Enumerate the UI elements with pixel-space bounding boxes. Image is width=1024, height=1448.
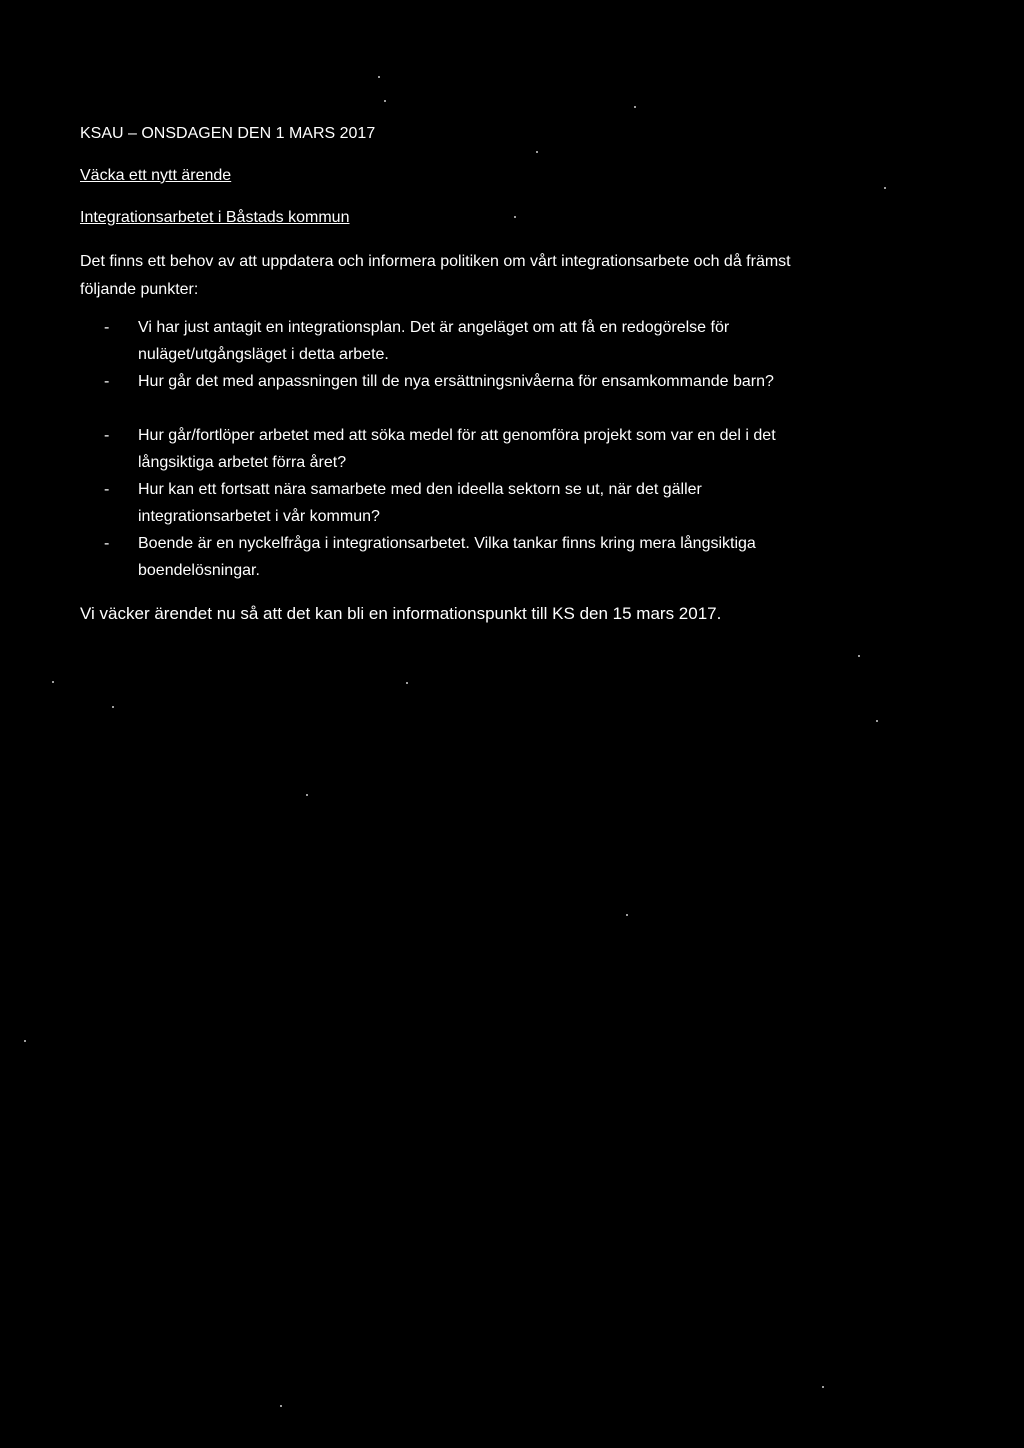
intro-paragraph: Det finns ett behov av att uppdatera och informera politiken om vårt integrationsarbete och då främst följande punkter: xyxy=(80,253,791,298)
bullet-text: Boende är en nyckelfråga i integrationsarbetet. Vilka tankar finns kring mera långsiktiga boendelösningar. xyxy=(138,535,756,579)
list-item xyxy=(100,422,830,476)
scan-speck xyxy=(634,106,636,108)
bullet-marker: - xyxy=(104,481,110,498)
bullet-marker: - xyxy=(104,535,110,552)
scan-speck xyxy=(378,76,380,78)
document-subheading: Väcka ett nytt ärende xyxy=(80,167,232,184)
scan-speck xyxy=(626,914,628,916)
bullet-text: Hur kan ett fortsatt nära samarbete med den ideella sektorn se ut, när det gäller integrationsarbetet i vår kommun? xyxy=(138,481,702,525)
list-item xyxy=(100,530,830,584)
scan-speck xyxy=(536,151,538,153)
scan-speck xyxy=(884,187,886,189)
scan-speck xyxy=(876,720,878,722)
scan-speck xyxy=(24,1040,26,1042)
bullet-marker: - xyxy=(104,319,110,336)
document-header: KSAU – ONSDAGEN DEN 1 MARS 2017 xyxy=(80,125,376,142)
scan-speck xyxy=(858,655,860,657)
bullet-marker: - xyxy=(104,373,110,390)
scan-speck xyxy=(514,216,516,218)
list-item xyxy=(100,314,830,368)
scan-speck xyxy=(306,794,308,796)
scan-speck xyxy=(280,1405,282,1407)
closing-paragraph: Vi väcker ärendet nu så att det kan bli en informationspunkt till KS den 15 mars 2017. xyxy=(80,604,722,623)
bullet-list xyxy=(100,314,830,584)
bullet-text: Hur går/fortlöper arbetet med att söka medel för att genomföra projekt som var en del i det långsiktiga arbetet förra året? xyxy=(138,427,776,471)
list-item xyxy=(100,368,830,422)
scan-speck xyxy=(406,682,408,684)
bullet-text: Vi har just antagit en integrationsplan. Det är angeläget om att få en redogörelse för nuläget/utgångsläget i detta arbete. xyxy=(138,319,730,363)
list-item xyxy=(100,476,830,530)
scan-speck xyxy=(112,706,114,708)
bullet-text: Hur går det med anpassningen till de nya ersättningsnivåerna för ensamkommande barn? xyxy=(138,373,774,390)
scan-speck xyxy=(384,100,386,102)
bullet-marker: - xyxy=(104,427,110,444)
scan-speck xyxy=(52,681,54,683)
document-topic: Integrationsarbetet i Båstads kommun xyxy=(80,209,350,226)
scan-speck xyxy=(822,1386,824,1388)
